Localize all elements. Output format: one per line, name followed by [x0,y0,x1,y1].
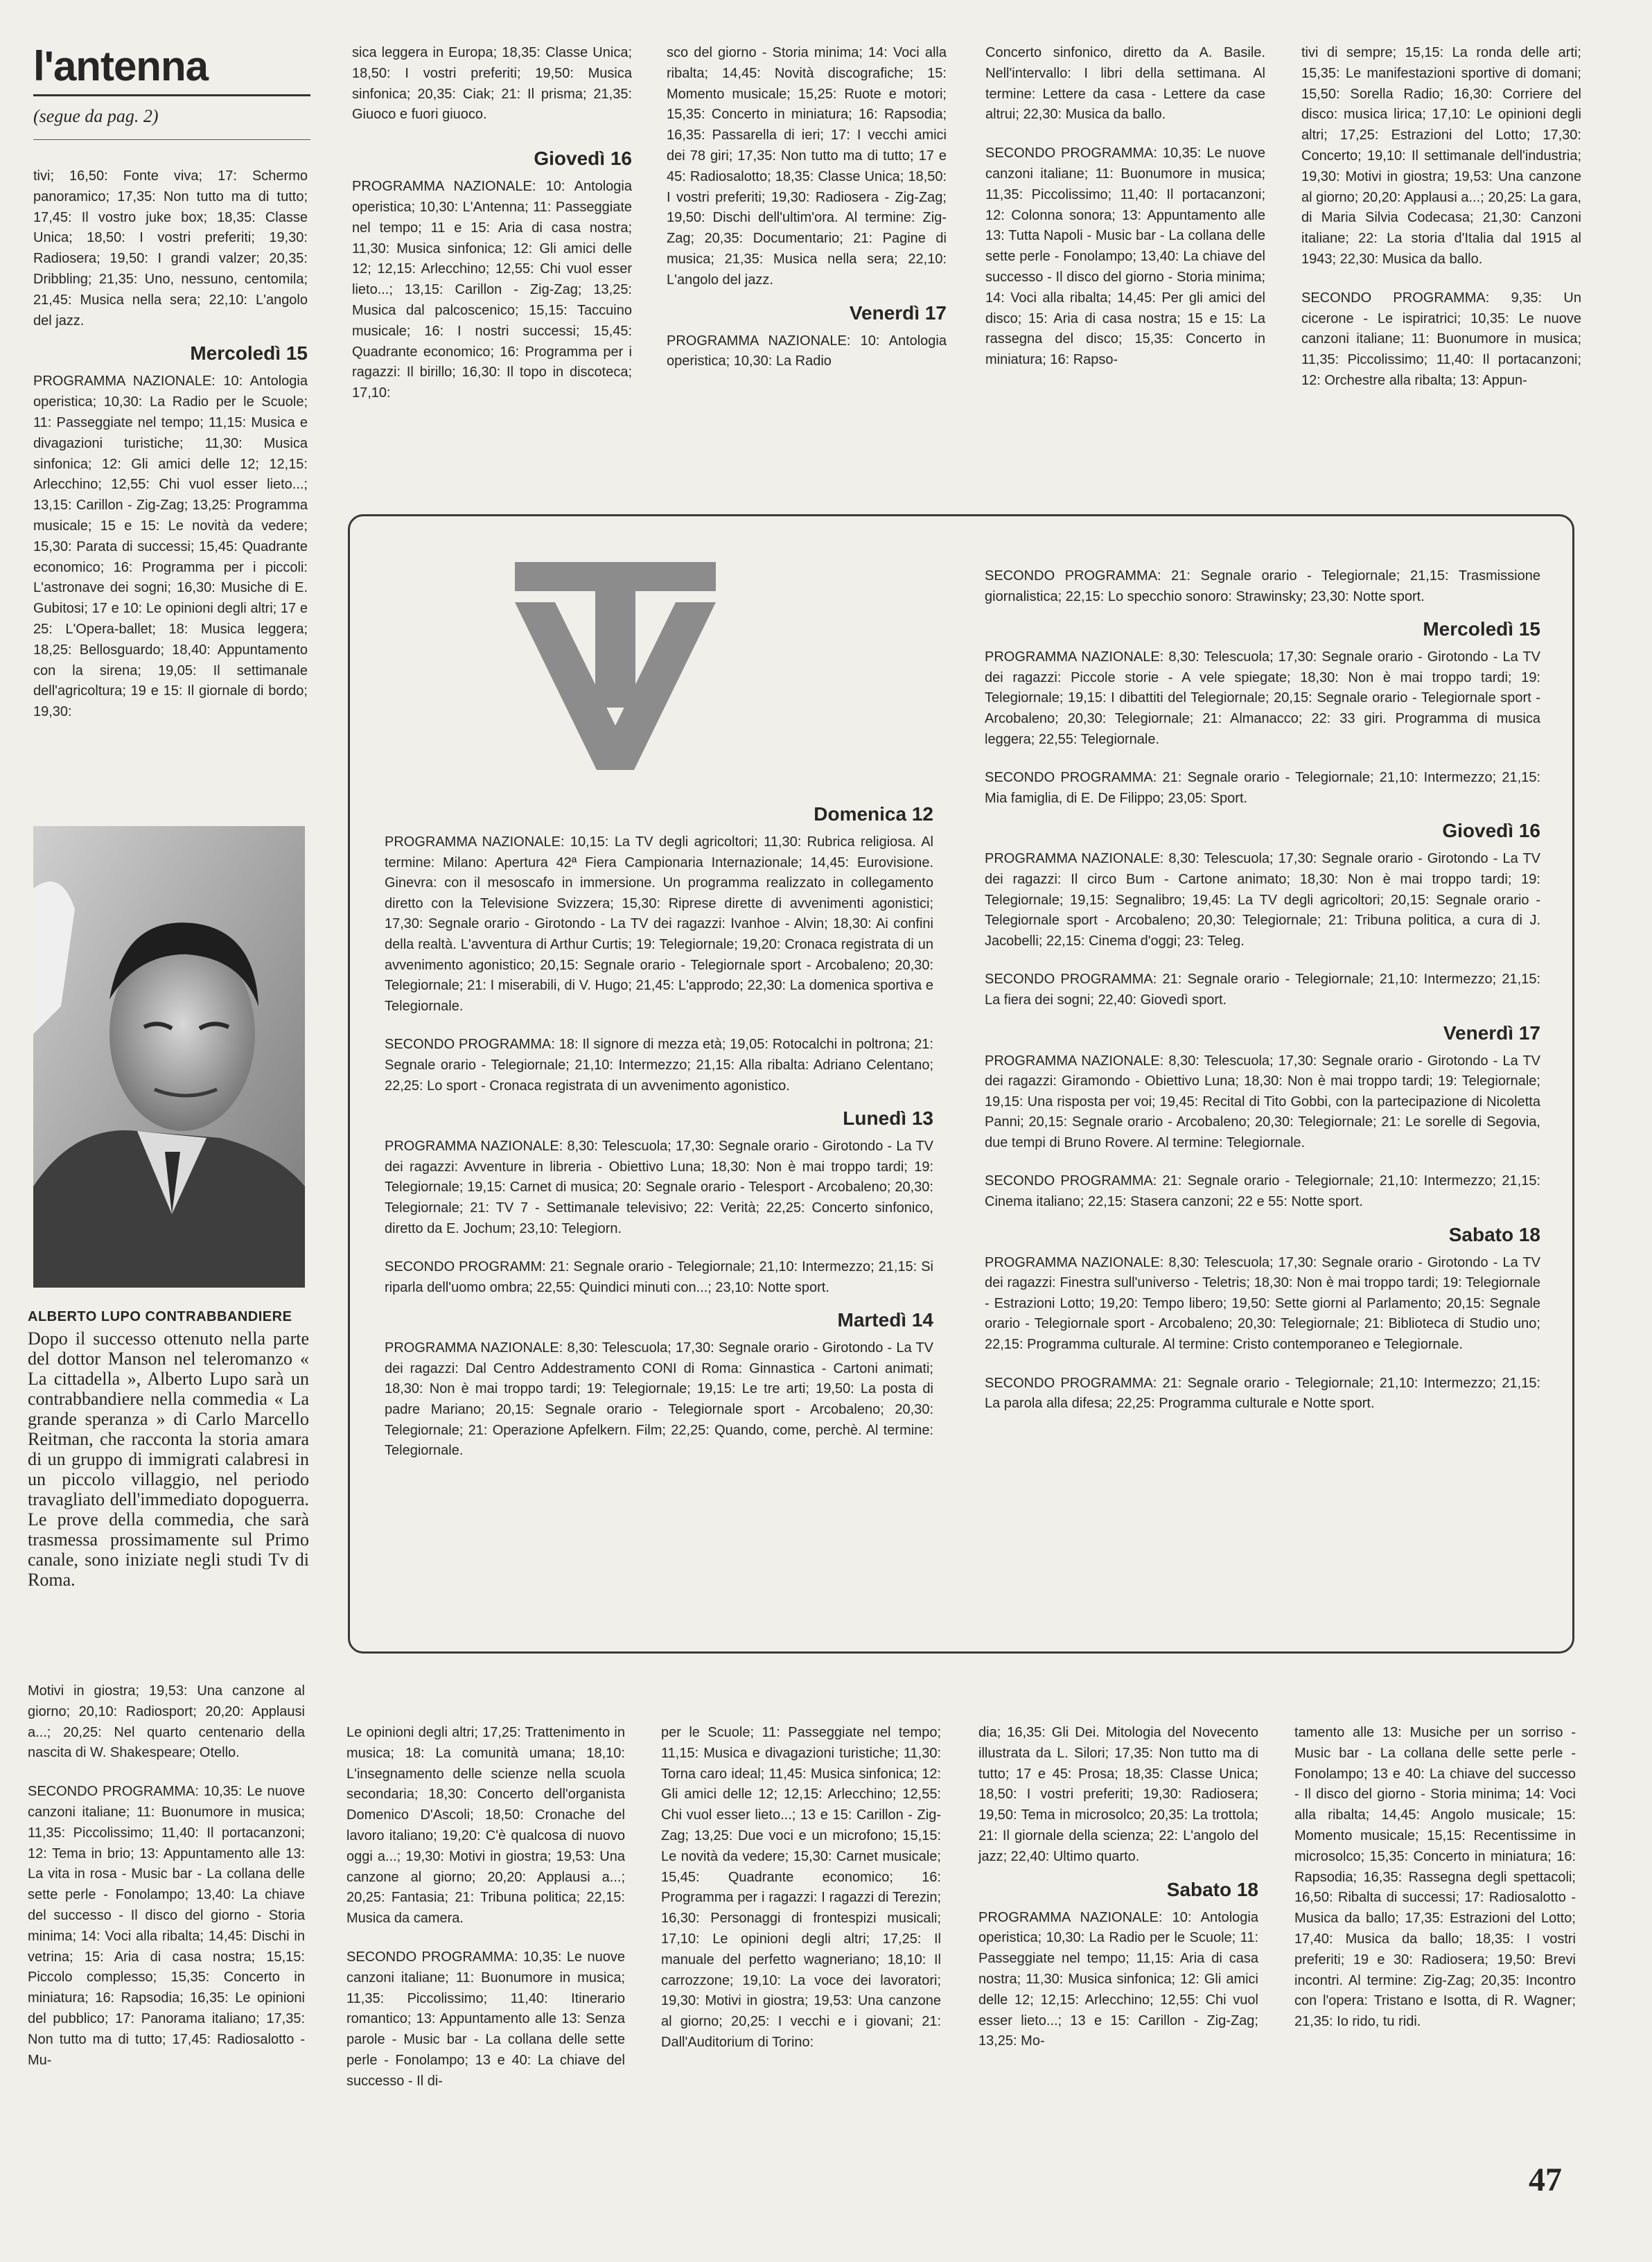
day-heading: Sabato 18 [1448,1223,1540,1245]
tv-listing: PROGRAMMA NAZIONALE: 10,15: La TV degli agricoltori; 11,30: Rubrica religiosa. Al termine: Milano: Apertura 42ª Fiera Campionaria Internazionale; 14,45: Eurovisione. Ginevra: con il mesoscafo in immersione. Un programma realizzato in collegamento diretto con la Televisione Svizzera; 15,30: Riprese dirette di avvenimenti agonistici; 17,30: Segnale orario - Girotondo - La TV dei ragazzi: Ivanhoe - Alvin; 18,30: Ai confini della realtà. L'avventura di Arthur Curtis; 19: Telegiornale; 19,20: Cronaca registrata di un avvenimento agonistico; 20,15: Segnale orario - Telegiornale sport - Arcobaleno; 20,30: Telegiornale; 21: I miserabili, di V. Hugo; 21,45: L'approdo; 22,30: La domenica sportiva e Telegiornale. [385,834,933,1014]
tv-listing: SECONDO PROGRAMM: 21: Segnale orario - Telegiornale; 21,10: Intermezzo; 21,15: Si riparla dell'uomo ombra; 22,55: Quindici minuti con...; 23,10: Notte sport. [385,1259,933,1295]
tv-schedule-box [348,514,1574,1654]
listing-text: sica leggera in Europa; 18,35: Classe Unica; 18,50: I vostri preferiti; 19,50: Musica sinfonica; 20,35: Ciak; 21: Il prisma; 21,35: Giuoco e fuori giuoco. [352,45,632,123]
day-heading: Venerdì 17 [1443,1022,1540,1044]
masthead [33,42,310,140]
listing-text: SECONDO PROGRAMMA: 10,35: Le nuove canzoni italiane; 11: Buonumore in musica; 11,35: Piccolissimo; 11,40: Il portacanzoni; 12: Colonna sonora; 13: Appuntamento alle 13: Tutta Napoli - Music bar - La collana delle sette perle - Fonolampo; 13,40: La chiave del successo - Il disco del giorno - Storia minima; 14: Voci alla ribalta; 14,45: Per gli amici del disco; 15: Aria di casa nostra; 15 e 15: La rassegna del disco; 15,35: Concerto in miniatura; 16: Rapso- [985,146,1265,368]
day-heading: Mercoledì 15 [190,342,308,365]
listing-text: Le opinioni degli altri; 17,25: Trattenimento in musica; 18: La comunità umana; 18,10: L'insegnamento delle scienze nella scuola secondaria; 18,30: Concerto dell'organista Domenico D'Ascoli; 18,50: Cronache del lavoro italiano; 19,20: C'è qualcosa di nuovo oggi a...; 19,30: Motivi in giostra; 19,53: Una canzone al giorno; 20,20: Applausi a...; 20,25: Fantasia; 21: Tribuna politica; 22,15: Musica da camera. [346,1725,625,1927]
listing-text: Concerto sinfonico, diretto da A. Basile. Nell'intervallo: I libri della settimana. Al termine: Lettere da casa - Lettere da case altrui; 22,30: Musica da ballo. [985,45,1265,123]
radio-column-1-bottom [28,1681,305,2071]
tv-logo-letters: TV [515,548,516,549]
listing-text: Motivi in giostra; 19,53: Una canzone al giorno; 20,10: Radiosport; 20,20: Applausi a...; 20,25: Nel quarto centenario della nascita di W. Shakespeare; Otello. [28,1683,305,1761]
tv-listing: PROGRAMMA NAZIONALE: 8,30: Telescuola; 17,30: Segnale orario - Girotondo - La TV dei ragazzi: Dal Centro Addestramento CONI di Roma: Ginnastica - Cartoni animati; 18,30: Non è mai troppo tardi; 19: Telegiornale; 19,15: Le tre arti; 19,50: La posta di padre Mariano; 20,15: Segnale orario - Telegiornale sport - Arcobaleno; 20,30: Telegiornale; 21: Operazione Apfelkern. Film; 22,25: Quando, come, perchè. Al termine: Telegiornale. [385,1340,933,1459]
tv-listing: SECONDO PROGRAMMA: 21: Segnale orario - Telegiornale; 21,10: Intermezzo; 21,15: Mia famiglia, di E. De Filippo; 23,05: Sport. [985,770,1540,806]
listing-text: tivi di sempre; 15,15: La ronda delle arti; 15,35: Le manifestazioni sportive di domani; 15,50: Sorella Radio; 16,30: Corriere del disco: musica lirica; 17,10: Le opinioni degli altri; 17,25: Estrazioni del Lotto; 17,30: Concerto; 19,10: Il settimanale dell'industria; 19,30: Motivi in giostra; 19,53: Una canzone al giorno; 20,20: Applausi a...; 20,25: La gara, di Maria Silvia Codecasa; 21,30: Canzoni italiane; 22: La storia d'Italia dal 1915 al 1943; 22,30: Musica da ballo. [1301,45,1581,267]
section-title: l'antenna [33,43,208,89]
radio-column-3-top [667,43,947,372]
listing-text: per le Scuole; 11: Passeggiate nel tempo; 11,15: Musica e divagazioni turistiche; 11,30: Torna caro ideal; 11,45: Musica sinfonica; 12: Gli amici delle 12; 12,15: Arlecchino; 12,55: Chi vuol esser lieto...; 13 e 15: Carillon - Zig-Zag; 13,25: Due voci e un microfono; 15,15: Le novità da vedere; 15,30: Carnet musicale; 15,45: Quadrante economico; 16: Programma per i ragazzi: I ragazzi di Terezin; 16,30: Personaggi di frontespizi musicali; 17,10: Le opinioni degli altri; 17,25: Il manuale del perfetto wagneriano; 18,10: Il carrozzone; 19,10: La voce dei lavoratori; 19,30: Motivi in giostra; 19,53: Una canzone al giorno; 20,25: I vecchi e i giovani; 21: Dall'Auditorium di Torino: [661,1725,941,2050]
day-heading: Giovedì 16 [1442,820,1540,842]
listing-text: SECONDO PROGRAMMA: 10,35: Le nuove canzoni italiane; 11: Buonumore in musica; 11,35: Piccolissimo; 11,40: Il portacanzoni; 12: Tema in brio; 13: Appuntamento alle 13: La vita in rosa - Music bar - La collana delle sette perle - Fonolampo; 13,40: La chiave del successo - Il disco del giorno - Storia minima; 14: Voci alla ribalta; 14,45: Dischi in vetrina; 15: Aria di casa nostra; 15,15: Piccolo complesso; 15,35: Concerto in miniatura; 16: Rapsodia; 16,35: Le opinioni del pubblico; 17: Panorama italiano; 17,35: Non tutto ma di tutto; 17,45: Radiosalotto - Mu- [28,1784,305,2068]
day-heading: Giovedì 16 [534,148,632,170]
continued-note: (segue da pag. 2) [33,106,159,126]
tv-listing: PROGRAMMA NAZIONALE: 8,30: Telescuola; 17,30: Segnale orario - Girotondo - La TV dei ragazzi: Avventure in libreria - Obiettivo Luna; 18,30: Non è mai troppo tardi; 19: Telegiornale; 19,15: Carnet di musica; 20: Segnale orario - Telesport - Arcobaleno; 20,30: Telegiornale; 21: TV 7 - Settimanale televisivo; 22: Verità; 22,25: Concerto sinfonico, diretto da E. Jochum; 23,10: Telegiorn. [385,1139,933,1236]
listing-text: PROGRAMMA NAZIONALE: 10: Antologia operistica; 10,30: La Radio [667,333,947,369]
tv-listing: PROGRAMMA NAZIONALE: 8,30: Telescuola; 17,30: Segnale orario - Girotondo - La TV dei ragazzi: Piccole storie - A vele spiegate; 18,30: Non è mai troppo tardi; 19: Telegiornale; 19,15: I dibattiti del Telegiornale; 20,15: Segnale orario - Telegiornale sport - Arcobaleno; 20,30: Telegiornale; 21: Almanacco; 22: 33 giri. Programma di musica leggera; 22,55: Telegiornale. [985,649,1540,747]
listing-text: SECONDO PROGRAMMA: 9,35: Un cicerone - Le ispiratrici; 10,35: Le nuove canzoni italiane; 11: Buonumore in musica; 11,35: Piccolissimo; 11,40: Il portacanzoni; 12: Orchestre alla ribalta; 13: Appun- [1301,290,1581,388]
photo-caption [28,1307,309,1590]
day-heading: Venerdì 17 [849,301,947,324]
radio-column-5-bottom [1294,1723,1576,2033]
tv-column-left [385,792,933,1462]
radio-column-4-top [985,43,1265,371]
radio-column-2-bottom [346,1723,625,2092]
title-rule [33,94,310,96]
day-heading: Domenica 12 [814,803,933,825]
page-number: 47 [1529,2162,1562,2198]
day-heading: Mercoledì 15 [1423,618,1540,640]
caption-title: ALBERTO LUPO CONTRABBANDIERE [28,1309,292,1324]
listing-text: PROGRAMMA NAZIONALE: 10: Antologia operistica; 10,30: L'Antenna; 11: Passeggiate nel tempo; 11 e 15: Aria di casa nostra; 11,30: Musica sinfonica; 12: Gli amici delle 12; 12,15: Arlecchino; 12,55: Chi vuol esser lieto...; 13,15: Carillon - Zig-Zag; 13,25: Musica dal palcoscenico; 15,15: Taccuino musicale; 16: I nostri successi; 15,45: Quadrante economico; 16: Programma per i ragazzi: Il birillo; 16,30: Il topo in discoteca; 17,10: [352,179,632,401]
tv-listing: SECONDO PROGRAMMA: 18: Il signore di mezza età; 19,05: Rotocalchi in poltrona; 21: Segnale orario - Telegiornale; 21,10: Intermezzo; 21,15: Alla ribalta: Adriano Celentano; 22,25: Lo sport - Cronaca registrata di un avvenimento agonistico. [385,1037,933,1094]
listing-text: dia; 16,35: Gli Dei. Mitologia del Novecento illustrata da L. Silori; 17,35: Non tutto ma di tutto; 17 e 45: Prosa; 18,35: Classe Unica; 18,50: I vostri preferiti; 19,30: Radiosera; 19,50: Tema in microsolco; 20,35: La trottola; 21: Il giornale della scienza; 22: L'angolo del jazz; 22,40: Ultimo quarto. [978,1725,1258,1864]
day-heading: Sabato 18 [1166,1878,1258,1900]
radio-column-1-top [33,166,308,723]
radio-column-3-bottom [661,1723,941,2053]
subtitle-rule [33,139,310,140]
tv-listing: PROGRAMMA NAZIONALE: 8,30: Telescuola; 17,30: Segnale orario - Girotondo - La TV dei ragazzi: Finestra sull'universo - Teletris; 18,30: Non è mai troppo tardi; 19: Telegiornale - Estrazioni Lotto; 19,20: Tempo libero; 19,50: Sette giorni al Parlamento; 20,15: Segnale orario - Telegiornale sport - Arcobaleno; 20,30: Telegiornale; 21: Biblioteca di Studio uno; 22,15: Programma culturale. Al termine: Cristo contemporaneo e Telegiornale. [985,1254,1540,1353]
day-heading: Lunedì 13 [843,1107,933,1130]
tv-column-right [985,566,1540,1414]
tv-listing: SECONDO PROGRAMMA: 21: Segnale orario - Telegiornale; 21,15: Trasmissione giornalistica; 22,15: Lo specchio sonoro: Strawinsky; 23,30: Notte sport. [985,568,1540,604]
day-heading: Martedì 14 [837,1309,933,1331]
portrait-photo [33,826,305,1288]
radio-column-4-bottom [978,1723,1258,2052]
listing-text: tamento alle 13: Musiche per un sorriso - Music bar - La collana delle sette perle - Fonolampo; 13 e 40: La chiave del successo - Il disco del giorno - Storia minima; 14: Voci alla ribalta; 14,45: Angolo musicale; 15: Momento musicale; 15,15: Recentissime in microsolco; 15,35: Concerto in miniatura; 16: Rapsodia; 16,35: Rassegna degli spettacoli; 16,50: Ribalta di successi; 17: Radiosalotto - Musica da ballo; 17,35: Estrazioni del Lotto; 17,40: Musica da ballo; 18,35: I vostri preferiti; 19 e 30: Radiosera; 19,50: Brevi incontri. Al termine: Zig-Zag; 20,35: Incontro con l'opera: Tristano e Isotta, di R. Wagner; 21,35: Io rido, tu ridi. [1294,1725,1576,2030]
tv-logo [515,548,716,770]
listing-text: sco del giorno - Storia minima; 14: Voci alla ribalta; 14,45: Novità discografiche; 15: Momento musicale; 15,25: Ruote e motori; 15,35: Concerto in miniatura; 16: Rapsodia; 16,35: Passarella di ieri; 17: I vecchi amici dei 78 giri; 17,35: Non tutto ma di tutto; 17 e 45: Radiosalotto; 18,35: Classe Unica; 18,50: I vostri preferiti; 19,30: Radiosera - Zig-Zag; 19,50: Dischi dell'ultim'ora. Al termine: Zig-Zag; 20,35: Documentario; 21: Pagine di musica; 21,35: Musica nella sera; 22,10: L'angolo del jazz. [667,45,947,288]
listing-text: SECONDO PROGRAMMA: 10,35: Le nuove canzoni italiane; 11: Buonumore in musica; 11,35: Piccolissimo; 11,40: Itinerario romantico; 13: Appuntamento alle 13: Senza parole - Music bar - La collana delle sette perle - Fonolampo; 13 e 40: La chiave del successo - Il di- [346,1949,625,2089]
listing-text: tivi; 16,50: Fonte viva; 17: Schermo panoramico; 17,35: Non tutto ma di tutto; 17,45: Il vostro juke box; 18,35: Classe Unica; 18,50: I vostri preferiti; 19,30: Radiosera; 19,50: I grandi valzer; 20,35: Dribbling; 21,35: Uno, nessuno, centomila; 21,45: Musica nella sera; 22,10: L'angolo del jazz. [33,168,308,328]
listing-text: PROGRAMMA NAZIONALE: 10: Antologia operistica; 10,30: La Radio per le Scuole; 11: Passeggiate nel tempo; 11,15: Musica e divagazioni turistiche; 11,30: Musica sinfonica; 12: Gli amici delle 12; 12,15: Arlecchino; 12,55: Chi vuol esser lieto...; 13,15: Carillon - Zig-Zag; 13,25: Programma musicale; 15 e 15: Le novità da vedere; 15,30: Parata di successi; 15,45: Quadrante economico; 16: Programma per i piccoli: L'astronave dei sogni; 16,30: Musiche di E. Gubitosi; 17 e 10: Le opinioni degli altri; 17 e 25: L'Opera-ballet; 18: Musica leggera; 18,25: Bellosguardo; 18,40: Appuntamento con la sirena; 19,05: Il settimanale dell'agricoltura; 19 e 15: Il giornale di bordo; 19,30: [33,374,308,720]
tv-listing: PROGRAMMA NAZIONALE: 8,30: Telescuola; 17,30: Segnale orario - Girotondo - La TV dei ragazzi: Giramondo - Obiettivo Luna; 18,30: Non è mai troppo tardi; 19: Telegiornale; 19,15: Una risposta per voi; 19,45: Recital di Tito Gobbi, con la partecipazione di Nicoletta Panni; 20,15: Segnale orario - Arcobaleno; 20,30: Telegiornale; 21: Le sorelle di Segovia, due tempi di Bruno Rovere. Al termine: Telegiornale. [985,1053,1540,1150]
listing-text: PROGRAMMA NAZIONALE: 10: Antologia operistica; 10,30: La Radio per le Scuole; 11: Passeggiate nel tempo; 11,15: Aria di casa nostra; 11,30: Musica sinfonica; 12: Gli amici delle 12; 12,15: Arlecchino; 12,55: Chi vuol esser lieto...; 13 e 15: Carillon - Zig-Zag; 13,25: Mo- [978,1909,1258,2049]
radio-column-2-top [352,43,632,404]
tv-listing: SECONDO PROGRAMMA: 21: Segnale orario - Telegiornale; 21,10: Intermezzo; 21,15: La fiera dei sogni; 22,40: Giovedì sport. [985,972,1540,1008]
tv-listing: SECONDO PROGRAMMA: 21: Segnale orario - Telegiornale; 21,10: Intermezzo; 21,15: Cinema italiano; 22,15: Stasera canzoni; 22 e 55: Notte sport. [985,1173,1540,1210]
caption-body: Dopo il successo ottenuto nella parte del dottor Manson nel teleromanzo « La cittadella », Alberto Lupo sarà un contrabbandiere nella commedia « La grande speranza » di Carlo Marcello Reitman, che racconta la storia amara di un gruppo di immigrati calabresi in un piccolo villaggio, nel periodo travagliato dell'immediato dopoguerra. Le prove della commedia, che sarà trasmessa prossimamente sul Primo canale, sono iniziate negli studi Tv di Roma. [28,1329,309,1590]
tv-listing: SECONDO PROGRAMMA: 21: Segnale orario - Telegiornale; 21,10: Intermezzo; 21,15: La parola alla difesa; 22,25: Programma culturale e Notte sport. [985,1375,1540,1412]
tv-listing: PROGRAMMA NAZIONALE: 8,30: Telescuola; 17,30: Segnale orario - Girotondo - La TV dei ragazzi: Il circo Bum - Cartone animato; 18,30: Non è mai troppo tardi; 19: Telegiornale; 19,15: Segnalibro; 19,45: La TV degli agricoltori; 20,15: Segnale orario - Telegiornale sport - Arcobaleno; 20,30: Telegiornale; 21: Tribuna politica, a cura di J. Jacobelli; 22,15: Cinema d'oggi; 23: Teleg. [985,851,1540,949]
radio-column-5-top [1301,43,1581,392]
